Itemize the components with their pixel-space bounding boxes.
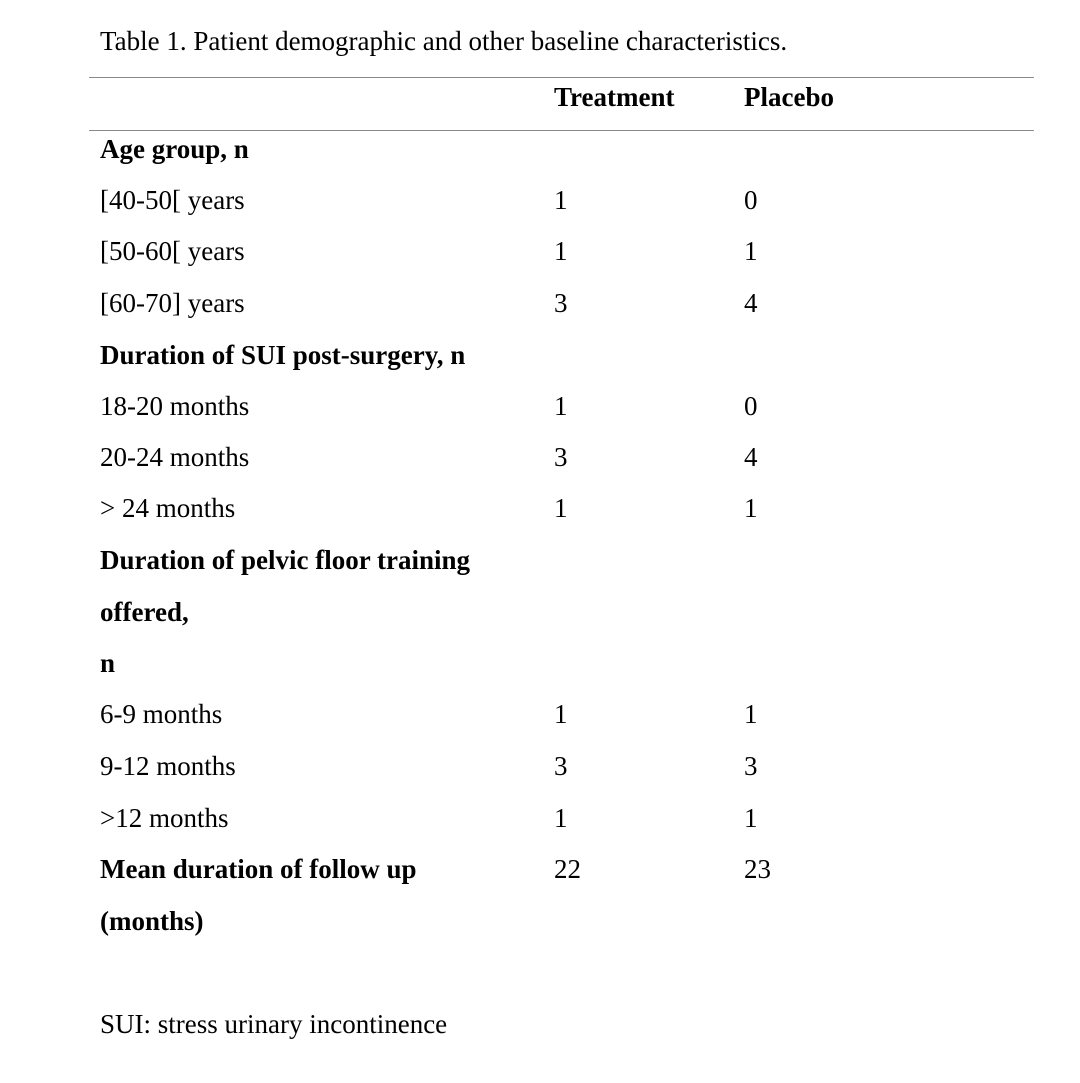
row-placebo-value: 4: [744, 288, 758, 318]
section-heading-pelvic-training-n: n: [100, 648, 116, 678]
section-heading-mean-follow-up-unit: (months): [100, 906, 204, 936]
row-treatment-value: 3: [554, 442, 568, 472]
table-caption: Table 1. Patient demographic and other baseline characteristics.: [100, 26, 788, 56]
section-heading-pelvic-training-cont: offered,: [100, 597, 189, 627]
row-treatment-value: 1: [554, 391, 568, 421]
section-heading-age-group: Age group, n: [100, 134, 249, 164]
row-treatment-value: 1: [554, 185, 568, 215]
row-treatment-value: 1: [554, 493, 568, 523]
row-placebo-value: 3: [744, 751, 758, 781]
row-placebo-value: 1: [744, 236, 758, 266]
section-heading-mean-follow-up: Mean duration of follow up: [100, 854, 417, 884]
header-placebo: Placebo: [744, 82, 834, 112]
row-treatment-value: 1: [554, 699, 568, 729]
row-label: 18-20 months: [100, 391, 250, 421]
row-placebo-value: 1: [744, 699, 758, 729]
section-heading-sui-duration: Duration of SUI post-surgery, n: [100, 340, 466, 370]
row-placebo-value: 0: [744, 391, 758, 421]
table-footnote: SUI: stress urinary incontinence: [100, 1009, 448, 1039]
row-placebo-value: 1: [744, 803, 758, 833]
row-label: 6-9 months: [100, 699, 223, 729]
row-label: [50-60[ years: [100, 236, 245, 266]
row-placebo-value: 1: [744, 493, 758, 523]
row-placebo-value: 0: [744, 185, 758, 215]
row-treatment-value: 3: [554, 751, 568, 781]
row-label: [60-70] years: [100, 288, 245, 318]
row-label: 20-24 months: [100, 442, 250, 472]
row-treatment-value: 1: [554, 236, 568, 266]
row-treatment-value: 1: [554, 803, 568, 833]
section-heading-pelvic-training: Duration of pelvic floor training: [100, 545, 470, 575]
row-placebo-value: 4: [744, 442, 758, 472]
row-label: 9-12 months: [100, 751, 236, 781]
row-treatment-value: 3: [554, 288, 568, 318]
header-treatment: Treatment: [554, 82, 675, 112]
row-treatment-value: 22: [554, 854, 581, 884]
row-label: >12 months: [100, 803, 229, 833]
row-label: > 24 months: [100, 493, 236, 523]
row-label: [40-50[ years: [100, 185, 245, 215]
row-placebo-value: 23: [744, 854, 771, 884]
